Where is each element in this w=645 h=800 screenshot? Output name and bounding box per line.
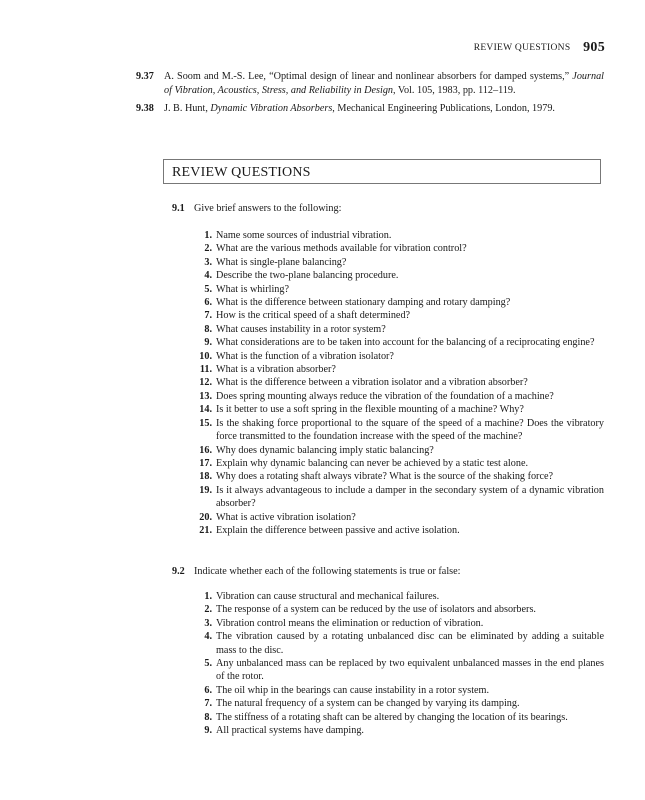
- item-text: How is the critical speed of a shaft determined?: [216, 310, 411, 322]
- item-number: 4.: [204, 631, 212, 643]
- item-text: The oil whip in the bearings can cause instability in a rotor system.: [216, 684, 490, 696]
- item-text: What is the difference between a vibration isolator and a vibration absorber?: [216, 377, 528, 389]
- item-number: 6.: [204, 297, 212, 309]
- item-number: 7.: [204, 698, 212, 710]
- list-item: [199, 363, 604, 376]
- item-number: 3.: [204, 256, 212, 268]
- item-number: 11.: [199, 364, 212, 376]
- item-text: Explain the difference between passive and active isolation.: [216, 524, 460, 536]
- list-item: [204, 256, 604, 269]
- list-item: [204, 657, 604, 684]
- item-text: Vibration control means the elimination or reduction of vibration.: [216, 617, 484, 629]
- item-number: 14.: [199, 404, 212, 416]
- list-item: [199, 417, 604, 444]
- item-number: 21.: [199, 524, 212, 536]
- list-item: [204, 724, 604, 737]
- list-item: [199, 524, 604, 537]
- item-text: All practical systems have damping.: [216, 725, 364, 737]
- question-9-2-list: [204, 590, 604, 737]
- question-9-2-prompt: [172, 565, 604, 578]
- item-text: The natural frequency of a system can be changed by varying its damping.: [216, 698, 520, 710]
- reference-journal: Journal of Vibration, Acoustics, Stress, and Reliability in Design: [164, 71, 604, 96]
- item-text: Does spring mounting always reduce the vibration of the foundation of a machine?: [216, 390, 554, 402]
- item-text: What is the function of a vibration isolator?: [216, 350, 394, 362]
- item-number: 15.: [199, 417, 212, 429]
- item-number: 5.: [204, 283, 212, 295]
- section-heading-box: [163, 159, 601, 184]
- item-text: What is a vibration absorber?: [216, 364, 336, 376]
- list-item: [204, 296, 604, 309]
- list-item: [204, 229, 604, 242]
- item-number: 2.: [204, 243, 212, 255]
- list-item: [204, 269, 604, 282]
- item-number: 19.: [199, 484, 212, 496]
- item-number: 4.: [204, 270, 212, 282]
- list-item: [204, 630, 604, 657]
- list-item: [204, 697, 604, 710]
- item-text: Any unbalanced mass can be replaced by two equivalent unbalanced masses in the end planes of the rotor.: [216, 658, 604, 683]
- item-number: 9.: [204, 725, 212, 737]
- list-item: [204, 242, 604, 255]
- item-number: 1.: [204, 230, 212, 241]
- reference-item: [136, 70, 604, 97]
- list-item: [204, 590, 604, 603]
- item-text: The response of a system can be reduced by the use of isolators and absorbers.: [216, 604, 536, 616]
- item-number: 17.: [199, 457, 212, 469]
- list-item: [204, 711, 604, 724]
- item-number: 8.: [204, 711, 212, 723]
- item-text: What causes instability in a rotor system?: [216, 323, 386, 335]
- list-item: [199, 390, 604, 403]
- list-item: [204, 603, 604, 616]
- reference-number: 9.37: [136, 71, 154, 82]
- list-item: [204, 309, 604, 322]
- item-text: The stiffness of a rotating shaft can be altered by changing the location of its bearings.: [216, 711, 568, 723]
- list-item: [199, 457, 604, 470]
- question-prompt: Give brief answers to the following:: [194, 203, 342, 214]
- question-prompt: Indicate whether each of the following statements is true or false:: [194, 566, 461, 577]
- list-item: [199, 484, 604, 511]
- item-number: 1.: [204, 591, 212, 602]
- item-number: 20.: [199, 511, 212, 523]
- item-number: 8.: [204, 323, 212, 335]
- list-item: [199, 470, 604, 483]
- list-item: [204, 323, 604, 336]
- list-item: [204, 283, 604, 296]
- item-text: Explain why dynamic balancing can never be achieved by a static test alone.: [216, 457, 529, 469]
- list-item: [204, 336, 604, 349]
- item-text: Vibration can cause structural and mechanical failures.: [216, 591, 440, 602]
- reference-number: 9.38: [136, 103, 154, 115]
- reference-text-part: , Vol. 105, 1983, pp. 112–119.: [393, 84, 516, 96]
- reference-text-part: , Mechanical Engineering Publications, London, 1979.: [332, 103, 555, 115]
- running-head: [474, 40, 605, 56]
- list-item: [199, 403, 604, 416]
- reference-text-part: J. B. Hunt,: [164, 103, 211, 115]
- item-text: What is the difference between stationary damping and rotary damping?: [216, 297, 511, 309]
- reference-text-part: A. Soom and M.-S. Lee, “Optimal design of linear and nonlinear absorbers for damped systems,”: [164, 71, 573, 82]
- list-item: [199, 511, 604, 524]
- item-number: 9.: [204, 337, 212, 349]
- item-text: What is single-plane balancing?: [216, 256, 347, 268]
- item-text: Is it better to use a soft spring in the flexible mounting of a machine? Why?: [216, 404, 524, 416]
- item-text: Why does dynamic balancing imply static balancing?: [216, 444, 434, 456]
- item-number: 16.: [199, 444, 212, 456]
- item-number: 2.: [204, 604, 212, 616]
- item-number: 10.: [199, 350, 212, 362]
- reference-book-title: Dynamic Vibration Absorbers: [210, 103, 333, 115]
- section-title: REVIEW QUESTIONS: [172, 165, 311, 180]
- item-number: 13.: [199, 390, 212, 402]
- reference-list: [136, 70, 604, 121]
- item-number: 18.: [199, 471, 212, 483]
- item-text: What is whirling?: [216, 283, 289, 295]
- item-text: Why does a rotating shaft always vibrate? What is the source of the shaking force?: [216, 471, 554, 483]
- question-number: 9.1: [172, 203, 185, 214]
- list-item: [199, 350, 604, 363]
- item-number: 5.: [204, 658, 212, 670]
- item-text: Is it always advantageous to include a damper in the secondary system of a dynamic vibration absorber?: [216, 484, 604, 510]
- item-text: Name some sources of industrial vibration.: [216, 230, 392, 241]
- question-number: 9.2: [172, 566, 185, 577]
- list-item: [204, 617, 604, 630]
- question-9-1-prompt: [172, 202, 604, 215]
- item-text: What are the various methods available for vibration control?: [216, 243, 467, 255]
- item-text: What is active vibration isolation?: [216, 511, 356, 523]
- question-9-1-list: [199, 229, 604, 537]
- item-number: 12.: [199, 377, 212, 389]
- list-item: [204, 684, 604, 697]
- running-title: REVIEW QUESTIONS: [473, 43, 571, 53]
- page-number: 905: [583, 40, 605, 55]
- item-text: What considerations are to be taken into account for the balancing of a reciprocating engine?: [216, 337, 595, 349]
- item-text: Is the shaking force proportional to the square of the speed of a machine? Does the vibratory force transmitted to the foundation increase with the speed of the machine?: [216, 417, 604, 443]
- item-text: Describe the two-plane balancing procedure.: [216, 270, 399, 282]
- reference-item: [136, 102, 604, 116]
- list-item: [199, 444, 604, 457]
- item-text: The vibration caused by a rotating unbalanced disc can be eliminated by adding a suitable mass to the disc.: [216, 631, 604, 656]
- list-item: [199, 376, 604, 389]
- item-number: 3.: [204, 617, 212, 629]
- item-number: 6.: [204, 684, 212, 696]
- item-number: 7.: [204, 310, 212, 322]
